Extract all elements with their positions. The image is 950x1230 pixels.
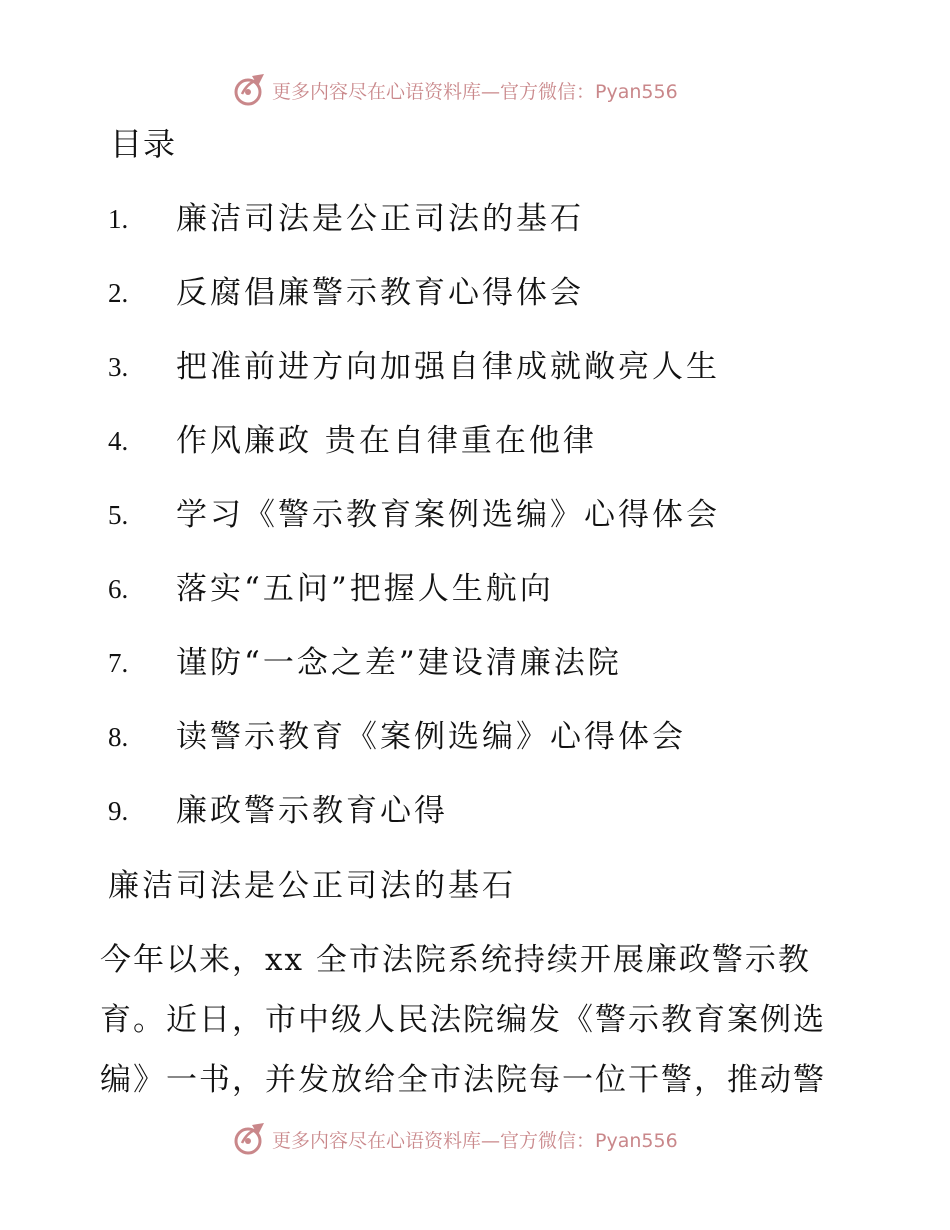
watermark-wechat-id: Pyan556: [595, 80, 678, 103]
toc-item-text: 把准前进方向加强自律成就敞亮人生: [176, 349, 720, 385]
toc-item-text: 读警示教育《案例选编》心得体会: [176, 719, 686, 755]
toc-item: [108, 715, 908, 789]
watermark-banner-bottom: [232, 1119, 752, 1159]
toc-item: [108, 419, 908, 493]
watermark-text: 更多内容尽在心语资料库—官方微信：Pyan556: [272, 1129, 678, 1152]
watermark-wechat-id: Pyan556: [595, 1129, 678, 1152]
toc-item: [108, 271, 908, 345]
pen-swirl-logo-icon: [232, 72, 268, 108]
toc-item-text: 作风廉政 贵在自律重在他律: [176, 423, 597, 459]
toc-item-number: 9.: [108, 796, 129, 826]
watermark-banner-top: [232, 70, 752, 110]
toc-item-number: 7.: [108, 648, 129, 678]
toc-item-text: 谨防“一念之差”建设清廉法院: [176, 645, 622, 681]
article-heading: 廉洁司法是公正司法的基石: [108, 868, 516, 904]
toc-item-text: 反腐倡廉警示教育心得体会: [176, 275, 584, 311]
toc-item: [108, 345, 908, 419]
toc-list: [108, 197, 908, 863]
toc-item: [108, 567, 908, 641]
toc-item-number: 4.: [108, 426, 129, 456]
toc-item-text: 落实“五问”把握人生航向: [176, 571, 554, 607]
article-paragraph: [100, 938, 860, 1118]
paragraph-line: 育。近日，市中级人民法院编发《警示教育案例选: [100, 1002, 826, 1038]
toc-item-number: 6.: [108, 574, 129, 604]
toc-item: [108, 197, 908, 271]
paragraph-line: 编》一书，并发放给全市法院每一位干警，推动警: [100, 1062, 826, 1098]
toc-item-number: 3.: [108, 352, 129, 382]
toc-item-number: 8.: [108, 722, 129, 752]
toc-item-number: 1.: [108, 204, 129, 234]
toc-item-number: 5.: [108, 500, 129, 530]
watermark-text: 更多内容尽在心语资料库—官方微信：Pyan556: [272, 80, 678, 103]
toc-item-text: 学习《警示教育案例选编》心得体会: [176, 497, 720, 533]
toc-item-text: 廉政警示教育心得: [176, 793, 448, 829]
pen-swirl-logo-icon: [232, 1121, 268, 1157]
toc-item: [108, 789, 908, 863]
toc-item-number: 2.: [108, 278, 129, 308]
toc-title: 目录: [110, 125, 177, 163]
paragraph-line: 今年以来，xx 全市法院系统持续开展廉政警示教: [100, 942, 811, 978]
toc-item-text: 廉洁司法是公正司法的基石: [176, 201, 584, 237]
toc-item: [108, 641, 908, 715]
toc-item: [108, 493, 908, 567]
